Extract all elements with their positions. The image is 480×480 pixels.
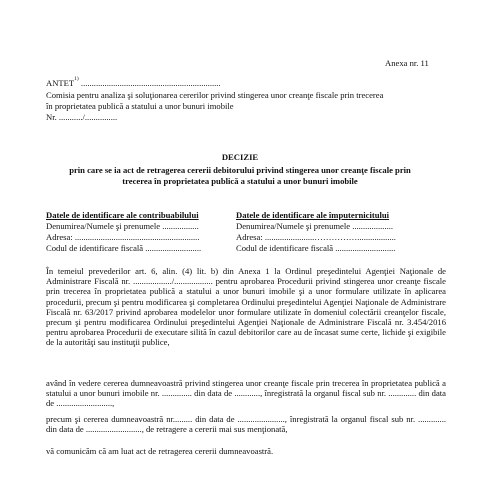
document-subtitle-1: prin care se ia act de retragerea cererii debitorului privind stingerea unor creanţe fiscale prin [69,165,411,175]
withdrawal-request-paragraph: precum şi cererea dumneavoastră nr......... din data de ......................, înregistrată la organul fiscal sub nr. ............. din data de .........................., de retragere a cererii mai sus menţionată, [46,414,446,435]
taxpayer-name-field: Denumirea/Numele şi prenumele ................. [46,221,199,231]
antet-footnote-mark: 1) [74,76,79,82]
document-subtitle-2: trecerea în proprietatea publică a statului a unor bunuri imobile [122,176,358,186]
annex-number: Anexa nr. 11 [385,58,429,68]
document-title: DECIZIE [221,152,259,162]
representative-name-field: Denumirea/Numele şi prenumele ................... [236,221,394,231]
taxpayer-heading: Datele de identificare ale contribuabilului [46,210,199,220]
taxpayer-address-field: Adresa: .......................................................... [46,232,200,242]
antet-label: ANTET [46,78,75,88]
commission-line-2: în proprietatea publică a statului a unor bunuri imobile [46,101,234,111]
antet-line [46,78,221,88]
representative-fiscal-code-field: Codul de identificare fiscală ............................ [236,243,396,253]
request-reference-paragraph: având în vedere cererea dumneavoastră privind stingerea unor creanţe fiscale prin trecerea în proprietatea publică a statului a unor bunuri imobile nr. .............. din data de ............, înregistrată la organul fiscal sub nr. ............. din data de .........................., [46,378,446,409]
commission-line: Comisia pentru analiza şi soluţionarea cererilor privind stingerea unor creanţe fiscale prin trecerea [46,90,384,100]
antet-placeholder: ................................................................. [78,78,221,88]
conclusion-paragraph: vă comunicăm că am luat act de retragerea cererii dumneavoastră. [46,446,274,456]
representative-address-field: Adresa: .......................…………….................. [236,232,396,242]
taxpayer-fiscal-code-field: Codul de identificare fiscală .......................... [46,243,202,253]
legal-basis-paragraph: În temeiul prevederilor art. 6, alin. (4) lit. b) din Anexa 1 la Ordinul preşedintelui Agenţiei Naţionale de Administrare Fiscală nr. ................../.................. pentru aprobarea Procedurii privind stingerea unor creanţe fiscale prin trecerea în proprietatea publică a statului a unor bunuri imobile şi a unor formulare utilizate în aplicarea procedurii, precum şi pentru modificarea şi completarea Ordinului preşedintelui Agenţiei Naţionale de Administrare Fiscală nr. 63/2017 privind aprobarea modelelor unor formulare utilizate în domeniul colectării creanţelor fiscale, precum şi pentru modificarea Ordinului preşedintelui Agenţiei Naţionale de Administrare Fiscală nr. 3.454/2016 pentru aprobarea Procedurii de executare silită în cazul debitorilor care au de încasat sume certe, lichide şi exigibile de la autorităţi sau instituţii publice, [46,266,446,348]
representative-heading: Datele de identificare ale împuternicitului [236,210,390,220]
registration-number: Nr. .........../............... [46,112,118,122]
